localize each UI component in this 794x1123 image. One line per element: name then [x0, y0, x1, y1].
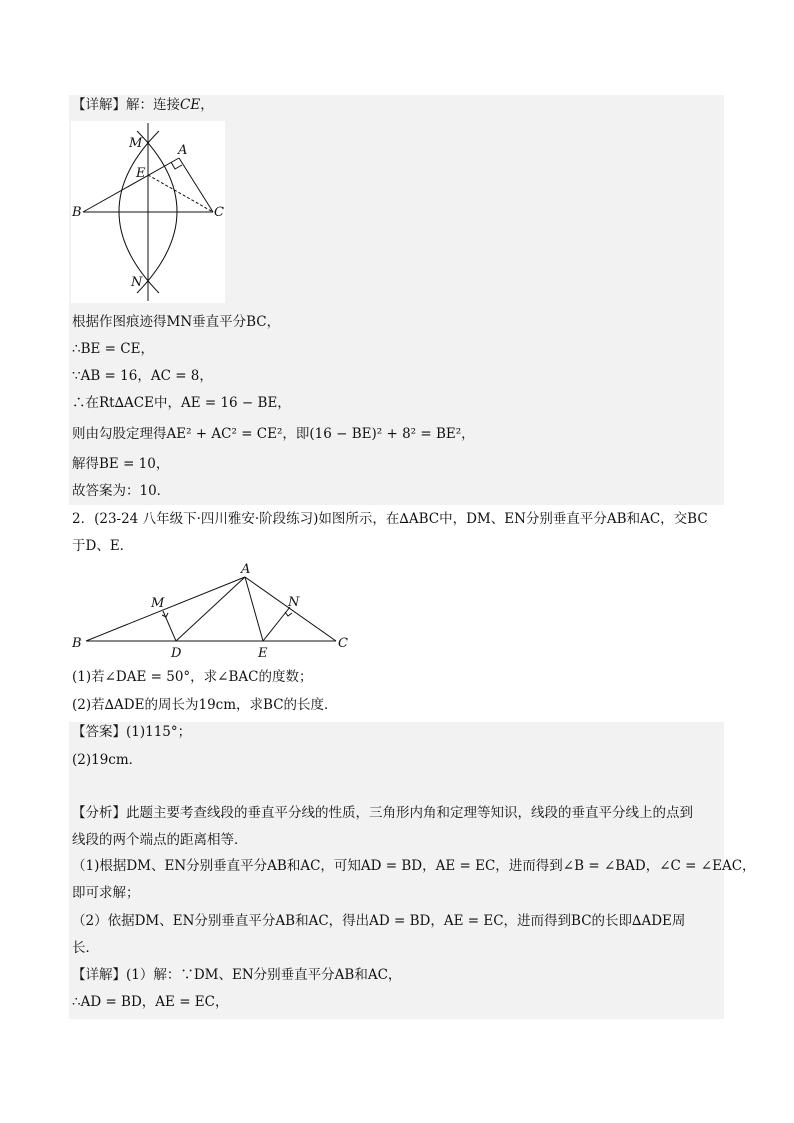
problem2-line-1: 2．(23-24 八年级下·四川雅安·阶段练习)如图所示，在∆ABC中，DM、EN分别垂直平分AB和AC，交BC	[72, 511, 708, 527]
figure-triangle-abc	[70, 560, 360, 665]
detail2-line-1: 【详解】(1）解：∵DM、EN分别垂直平分AB和AC，	[72, 967, 402, 983]
analysis-line-4: 即可求解；	[72, 885, 140, 901]
detail-heading-1: 【详解】解：连接CE，	[72, 97, 214, 113]
label-A: A	[178, 143, 188, 158]
figure-perpendicular-bisector-construction	[71, 121, 225, 303]
solution1-line-1: 根据作图痕迹得MN垂直平分BC，	[72, 314, 281, 330]
analysis-line-2: 线段的两个端点的距离相等．	[72, 832, 248, 848]
analysis-line-6: 长．	[72, 940, 99, 956]
label-D: D	[171, 646, 182, 661]
solution1-line-7: 故答案为：10．	[72, 483, 171, 499]
label-C: C	[214, 205, 224, 220]
label-B: B	[72, 205, 82, 220]
question-2: (2)若∆ADE的周长为19cm，求BC的长度．	[72, 697, 338, 713]
solution1-line-3: ∵AB = 16，AC = 8，	[72, 368, 213, 384]
solution1-line-5: 则由勾股定理得AE² + AC² = CE²，即(16 − BE)² + 8² = BE²，	[72, 426, 475, 442]
analysis-line-3: （1)根据DM、EN分别垂直平分AB和AC，可知AD = BD，AE = EC，进而得到∠B = ∠BAD，∠C = ∠EAC，	[72, 858, 756, 874]
label-C: C	[338, 636, 348, 651]
analysis-line-5: （2）依据DM、EN分别垂直平分AB和AC，得出AD = BD，AE = EC，进而得到BC的长即∆ADE周	[72, 913, 686, 929]
label-N: N	[131, 275, 143, 290]
answer-line-1: 【答案】(1)115°；	[72, 724, 192, 740]
analysis-line-1: 【分析】此题主要考查线段的垂直平分线的性质，三角形内角和定理等知识，线段的垂直平分线上的点到	[72, 805, 693, 821]
problem2-line-2: 于D、E．	[72, 538, 134, 554]
label-N: N	[288, 595, 300, 610]
label-M: M	[129, 136, 143, 151]
detail2-line-2: ∴AD = BD，AE = EC，	[72, 994, 229, 1010]
solution1-line-6: 解得BE = 10，	[72, 456, 170, 472]
question-1: (1)若∠DAE = 50°，求∠BAC的度数；	[72, 669, 313, 685]
answer-line-2: (2)19cm．	[72, 752, 143, 768]
label-M: M	[151, 596, 165, 611]
label-A: A	[241, 562, 251, 577]
label-E: E	[258, 646, 268, 661]
label-E: E	[136, 166, 146, 181]
solution1-line-2: ∴BE = CE，	[72, 341, 154, 357]
label-B: B	[72, 636, 82, 651]
solution1-line-4: ∴在Rt∆ACE中，AE = 16 − BE，	[72, 395, 291, 411]
